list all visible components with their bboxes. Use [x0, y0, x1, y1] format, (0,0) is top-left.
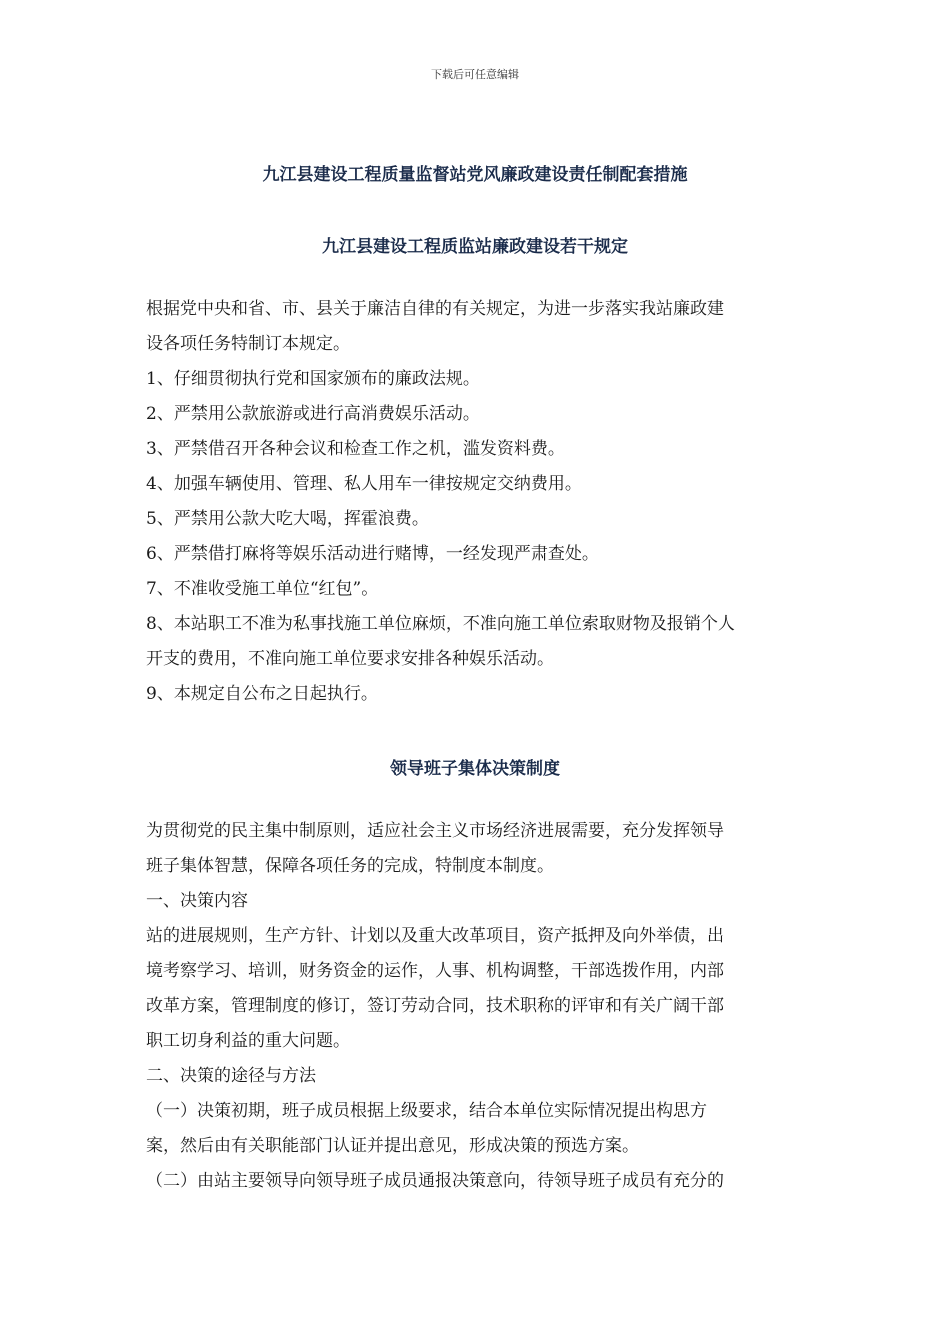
section1-body: [146, 292, 808, 712]
list-item: 7、不准收受施工单位“红包”。: [146, 579, 379, 599]
header-note: 下载后可任意编辑: [431, 68, 519, 81]
section2-intro-line: 班子集体智慧，保障各项任务的完成，特制度本制度。: [146, 856, 554, 876]
list-item: 5、严禁用公款大吃大喝，挥霍浪费。: [146, 509, 429, 529]
list-item: 4、加强车辆使用、管理、私人用车一律按规定交纳费用。: [146, 474, 582, 494]
section-heading: 二、决策的途径与方法: [146, 1066, 316, 1086]
subsection-line: （二）由站主要领导向领导班子成员通报决策意向，待领导班子成员有充分的: [146, 1171, 724, 1191]
list-item: 2、严禁用公款旅游或进行高消费娱乐活动。: [146, 404, 480, 424]
content-line: 站的进展规则，生产方针、计划以及重大改革项目，资产抵押及向外举债，出: [146, 926, 724, 946]
list-item: 9、本规定自公布之日起执行。: [146, 684, 378, 704]
section1-intro-line: 设各项任务特制订本规定。: [146, 334, 350, 354]
list-item: 1、仔细贯彻执行党和国家颁布的廉政法规。: [146, 369, 480, 389]
section2-body: [146, 814, 808, 1199]
list-item: 6、严禁借打麻将等娱乐活动进行赌博，一经发现严肃查处。: [146, 544, 599, 564]
list-item: 3、严禁借召开各种会议和检查工作之机，滥发资料费。: [146, 439, 565, 459]
section2-title: 领导班子集体决策制度: [390, 759, 560, 779]
section2-intro-line: 为贯彻党的民主集中制原则，适应社会主义市场经济进展需要，充分发挥领导: [146, 821, 724, 841]
content-line: 境考察学习、培训，财务资金的运作，人事、机构调整，干部选拨作用，内部: [146, 961, 724, 981]
section-heading: 一、决策内容: [146, 891, 248, 911]
list-item: 8、本站职工不准为私事找施工单位麻烦，不准向施工单位索取财物及报销个人: [146, 614, 735, 634]
content-line: 职工切身利益的重大问题。: [146, 1031, 350, 1051]
content-line: 改革方案，管理制度的修订，签订劳动合同，技术职称的评审和有关广阔干部: [146, 996, 724, 1016]
main-title: 九江县建设工程质量监督站党风廉政建设责任制配套措施: [262, 165, 688, 185]
subsection-line: 案，然后由有关职能部门认证并提出意见，形成决策的预选方案。: [146, 1136, 639, 1156]
subsection-line: （一）决策初期，班子成员根据上级要求，结合本单位实际情况提出构思方: [146, 1101, 707, 1121]
section1-intro-line: 根据党中央和省、市、县关于廉洁自律的有关规定，为进一步落实我站廉政建: [146, 299, 724, 319]
list-item-continuation: 开支的费用，不准向施工单位要求安排各种娱乐活动。: [146, 649, 554, 669]
section1-title: 九江县建设工程质监站廉政建设若干规定: [322, 237, 628, 257]
